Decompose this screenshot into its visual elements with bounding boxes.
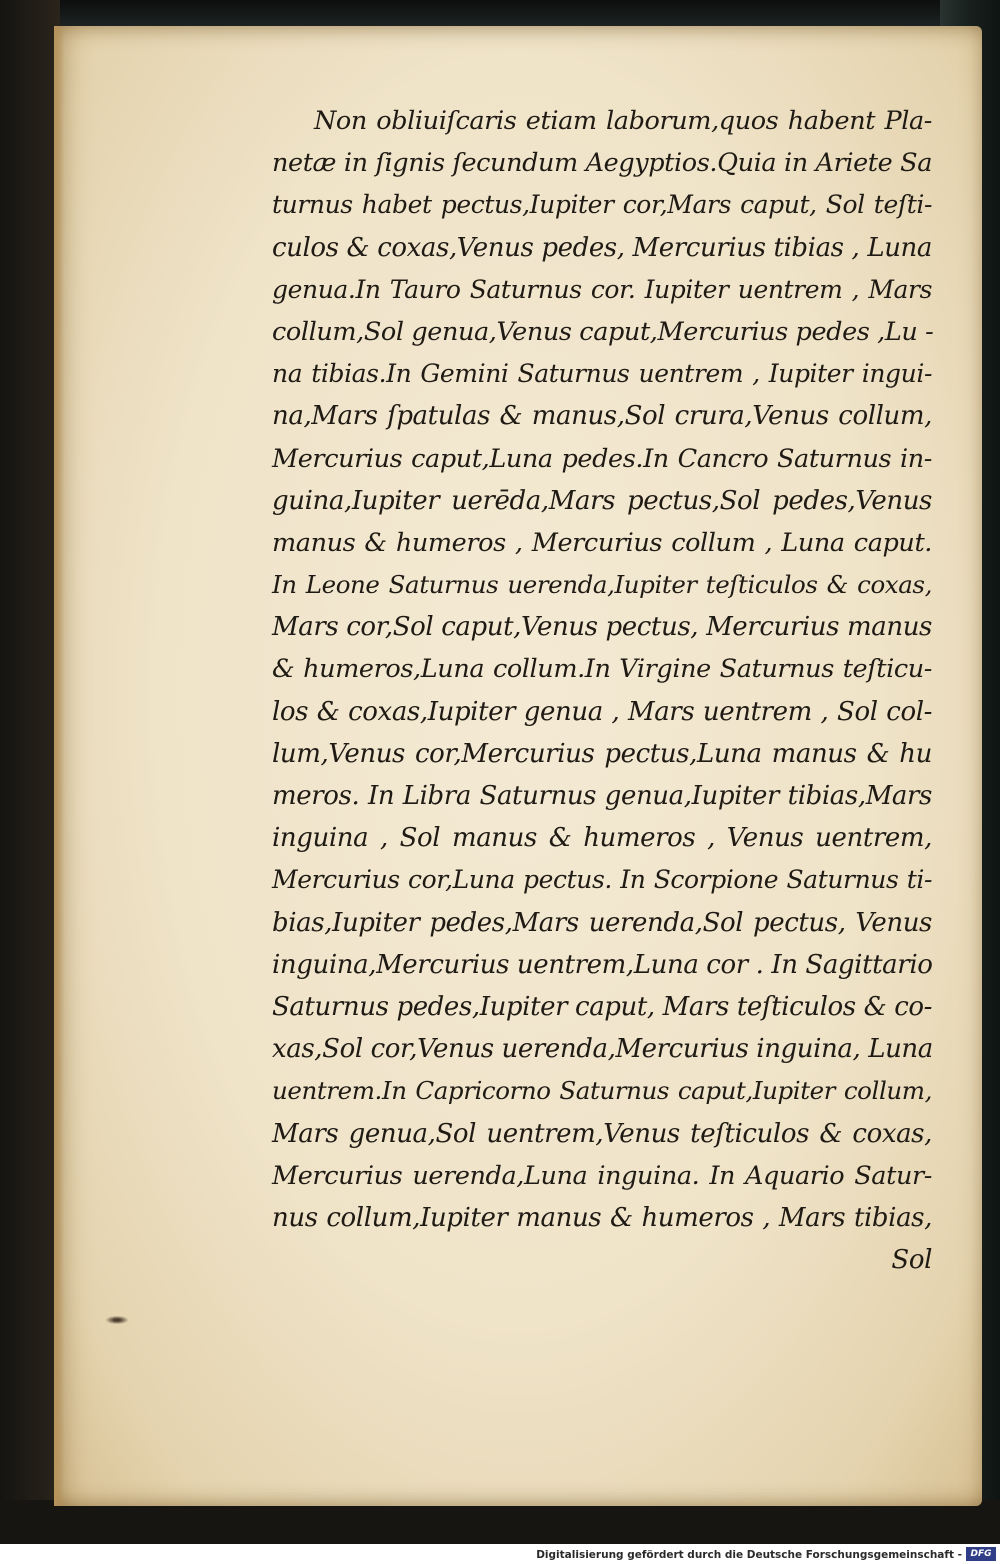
text-line: netæ in ſignis ſecundum Aegyptios.Quia in Ariete Sa (272, 148, 932, 179)
text-line: turnus habet pectus,Iupiter cor,Mars caput, Sol teſti- (272, 190, 932, 220)
funding-credit: Digitalisierung gefördert durch die Deutsche Forschungsgemeinschaft - (536, 1549, 962, 1561)
text-line: manus & humeros , Mercurius collum , Luna caput. (272, 527, 932, 558)
text-line: Mercurius cor,Luna pectus. In Scorpione Saturnus ti- (272, 865, 932, 895)
text-line: & humeros,Luna collum.In Virgine Saturnus teſticu- (272, 654, 932, 685)
text-line: culos & coxas,Venus pedes, Mercurius tibias , Luna (272, 232, 932, 263)
text-line: uentrem.In Capricorno Saturnus caput,Iupiter collum, (272, 1076, 932, 1106)
page-text-block (272, 100, 932, 1281)
ink-smudge (106, 1316, 128, 1324)
dfg-logo-icon: DFG (966, 1547, 996, 1561)
text-line: na tibias.In Gemini Saturnus uentrem , Iupiter ingui- (272, 359, 932, 389)
text-line: guina,Iupiter uerēda,Mars pectus,Sol pedes,Venus (272, 485, 932, 516)
page-gutter-shadow (54, 26, 64, 1506)
digitization-footer (0, 1544, 1000, 1564)
text-line: na,Mars ſpatulas & manus,Sol crura,Venus collum, (272, 401, 932, 432)
text-line: inguina,Mercurius uentrem,Luna cor . In Sagittario (272, 949, 933, 980)
text-line: In Leone Saturnus uerenda,Iupiter teſticulos & coxas, (272, 570, 932, 600)
text-line: nus collum,Iupiter manus & humeros , Mars tibias, (272, 1202, 932, 1233)
text-line: Non obliuiſcaris etiam laborum,quos habent Pla- (314, 106, 932, 136)
text-line: los & coxas,Iupiter genua , Mars uentrem , Sol col- (272, 696, 932, 727)
text-line: Mars cor,Sol caput,Venus pectus, Mercurius manus (272, 612, 932, 643)
text-line: inguina , Sol manus & humeros , Venus uentrem, (272, 823, 932, 854)
text-line: Saturnus pedes,Iupiter caput, Mars teſticulos & co- (272, 991, 932, 1022)
text-line: Mercurius caput,Luna pedes.In Cancro Saturnus in- (272, 443, 932, 474)
text-line: lum,Venus cor,Mercurius pectus,Luna manus & hu (272, 738, 932, 769)
text-line: Mercurius uerenda,Luna inguina. In Aquario Satur- (272, 1160, 932, 1191)
text-line: xas,Sol cor,Venus uerenda,Mercurius inguina, Luna (272, 1034, 933, 1065)
text-line: bias,Iupiter pedes,Mars uerenda,Sol pectus, Venus (272, 907, 932, 938)
scan-background-left (0, 0, 60, 1564)
text-line: genua.In Tauro Saturnus cor. Iupiter uentrem , Mars (272, 274, 932, 304)
text-line: collum,Sol genua,Venus caput,Mercurius pedes ,Lu - (272, 316, 934, 347)
text-line: Mars genua,Sol uentrem,Venus teſticulos & coxas, (272, 1118, 932, 1149)
text-line: meros. In Libra Saturnus genua,Iupiter tibias,Mars (272, 781, 932, 811)
catchword: Sol (891, 1245, 932, 1276)
